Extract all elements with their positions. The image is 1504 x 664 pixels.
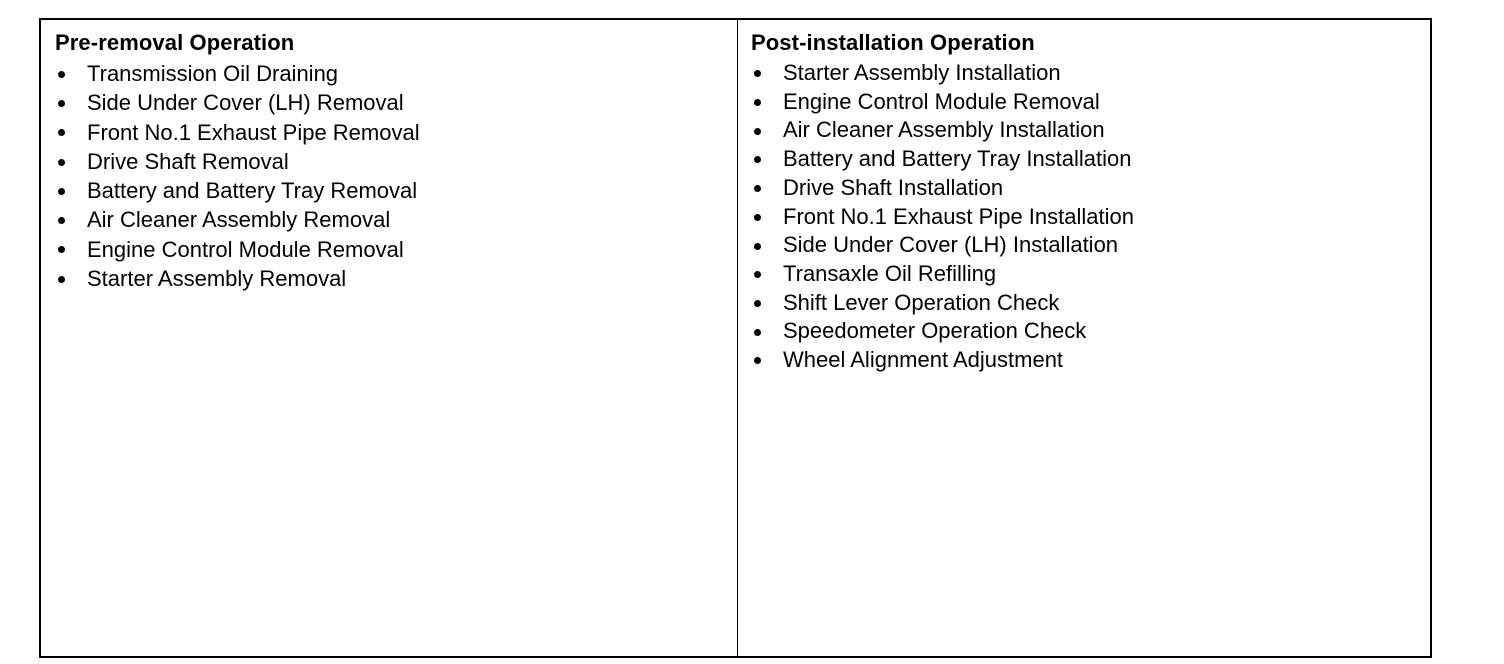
list-item-label: Starter Assembly Removal (87, 266, 347, 292)
bullet-icon (58, 217, 65, 224)
list-item (751, 260, 1430, 289)
post-installation-heading: Post-installation Operation (751, 30, 1035, 55)
list-item (55, 118, 737, 147)
list-item (55, 59, 737, 88)
list-item (55, 235, 737, 264)
bullet-icon (754, 156, 761, 163)
list-item (55, 88, 737, 117)
list-item-label: Air Cleaner Assembly Installation (783, 117, 1105, 143)
bullet-icon (58, 188, 65, 195)
bullet-icon (754, 214, 761, 221)
bullet-icon (754, 128, 761, 135)
list-item-label: Transaxle Oil Refilling (783, 260, 997, 286)
list-item (751, 59, 1430, 88)
list-item-label: Speedometer Operation Check (783, 318, 1087, 344)
bullet-icon (754, 329, 761, 336)
pre-removal-list (55, 59, 737, 293)
bullet-icon (58, 159, 65, 166)
list-item (751, 116, 1430, 145)
bullet-icon (58, 276, 65, 283)
list-item-label: Battery and Battery Tray Installation (783, 146, 1132, 172)
list-item-label: Side Under Cover (LH) Installation (783, 232, 1119, 258)
operations-table (39, 18, 1432, 658)
bullet-icon (754, 243, 761, 250)
list-item-label: Drive Shaft Installation (783, 174, 1004, 200)
list-item (751, 88, 1430, 117)
list-item-label: Side Under Cover (LH) Removal (87, 90, 404, 116)
bullet-icon (754, 70, 761, 77)
list-item (751, 203, 1430, 232)
list-item (751, 346, 1430, 375)
list-item-label: Front No.1 Exhaust Pipe Removal (87, 119, 420, 145)
list-item-label: Shift Lever Operation Check (783, 289, 1060, 315)
list-item-label: Air Cleaner Assembly Removal (87, 207, 391, 233)
list-item (55, 176, 737, 205)
list-item (55, 147, 737, 176)
list-item (751, 317, 1430, 346)
bullet-icon (58, 129, 65, 136)
list-item-label: Wheel Alignment Adjustment (783, 347, 1064, 373)
list-item (751, 289, 1430, 318)
list-item-label: Engine Control Module Removal (87, 236, 404, 262)
list-item (55, 264, 737, 293)
list-item (751, 174, 1430, 203)
list-item-label: Front No.1 Exhaust Pipe Installation (783, 203, 1134, 229)
pre-removal-column (41, 20, 738, 656)
bullet-icon (754, 357, 761, 364)
bullet-icon (754, 300, 761, 307)
bullet-icon (754, 271, 761, 278)
bullet-icon (754, 185, 761, 192)
bullet-icon (58, 100, 65, 107)
bullet-icon (58, 71, 65, 78)
list-item-label: Starter Assembly Installation (783, 60, 1061, 85)
post-installation-list (751, 59, 1430, 375)
list-item-label: Drive Shaft Removal (87, 148, 289, 174)
post-installation-column (738, 20, 1430, 656)
list-item-label: Engine Control Module Removal (783, 88, 1100, 114)
bullet-icon (58, 246, 65, 253)
list-item (751, 145, 1430, 174)
list-item (55, 205, 737, 234)
pre-removal-heading: Pre-removal Operation (55, 30, 295, 55)
list-item (751, 231, 1430, 260)
list-item-label: Battery and Battery Tray Removal (87, 178, 418, 204)
bullet-icon (754, 99, 761, 106)
list-item-label: Transmission Oil Draining (87, 61, 339, 86)
